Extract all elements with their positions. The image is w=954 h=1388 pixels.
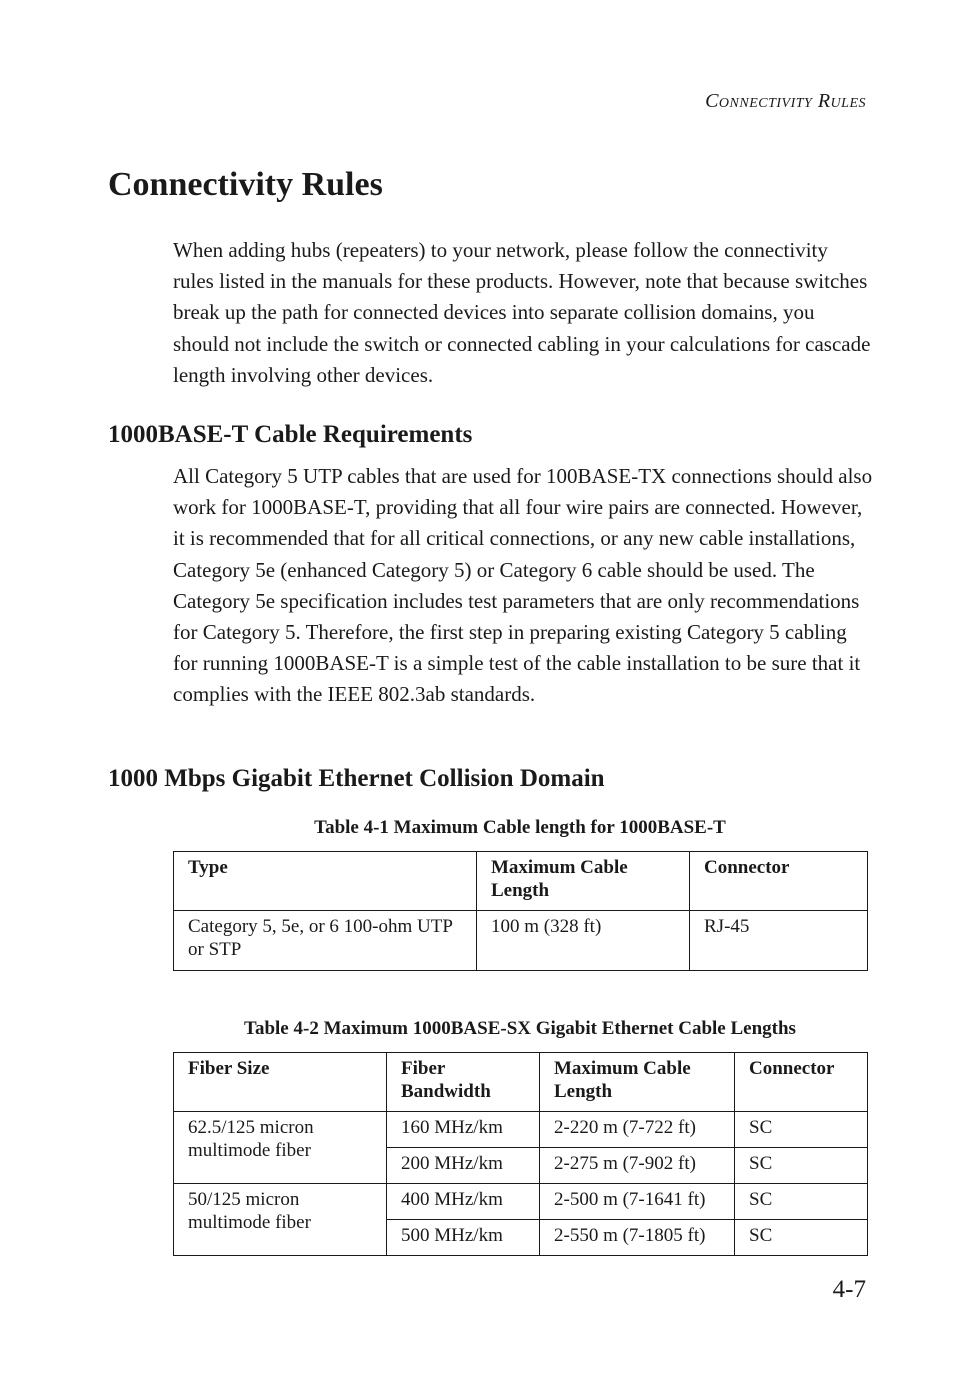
cell-max-length: 100 m (328 ft) [477,911,690,971]
table-row [174,1112,868,1148]
header-max-cable-length: Maximum Cable Length [540,1053,735,1112]
table2-caption: Table 4-2 Maximum 1000BASE-SX Gigabit Ethernet Cable Lengths [244,1018,796,1039]
cell-fiber-size: 62.5/125 micron multimode fiber [174,1112,387,1184]
cell-connector: SC [735,1112,868,1148]
cell-connector: RJ-45 [690,911,868,971]
cell-max-length: 2-550 m (7-1805 ft) [540,1220,735,1256]
cell-bandwidth: 160 MHz/km [387,1112,540,1148]
cell-connector: SC [735,1148,868,1184]
table-row [174,911,868,971]
header-connector: Connector [735,1053,868,1112]
table-1000base-sx [173,1052,868,1256]
header-connector: Connector [690,852,868,911]
header-max-cable-length: Maximum Cable Length [477,852,690,911]
cell-bandwidth: 200 MHz/km [387,1148,540,1184]
intro-paragraph: When adding hubs (repeaters) to your network, please follow the connectivity rules listed in the manuals for these products. However, note that because switches break up the path for connected devices into separate collision domains, you should not include the switch or connected cabling in your calculations for cascade length involving other devices. [173,238,871,387]
header-type: Type [174,852,477,911]
cell-bandwidth: 500 MHz/km [387,1220,540,1256]
header-fiber-size: Fiber Size [174,1053,387,1112]
cable-requirements-paragraph: All Category 5 UTP cables that are used for 100BASE-TX connections should also work for 1000BASE-T, providing that all four wire pairs are connected. However, it is recommended that for all critical connections, or any new cable installations, Category 5e (enhanced Category 5) or Category 6 cable should be used. The Category 5e specification includes test parameters that are only recommendations for Category 5. Therefore, the first step in preparing existing Category 5 cabling for running 1000BASE-T is a simple test of the cable installation to be sure that it complies with the IEEE 802.3ab standards. [173,464,873,707]
cell-max-length: 2-500 m (7-1641 ft) [540,1184,735,1220]
table-1000base-t [173,851,868,971]
table-header-row [174,852,868,911]
page-title: Connectivity Rules [108,166,383,203]
running-head: Connectivity Rules [705,90,866,112]
table-row [174,1184,868,1220]
cell-type: Category 5, 5e, or 6 100-ohm UTP or STP [174,911,477,971]
table-header-row [174,1053,868,1112]
section-heading-cable-requirements: 1000BASE-T Cable Requirements [108,421,473,448]
cell-connector: SC [735,1184,868,1220]
cell-bandwidth: 400 MHz/km [387,1184,540,1220]
page-number: 4-7 [832,1276,866,1303]
cell-fiber-size: 50/125 micron multimode fiber [174,1184,387,1256]
header-fiber-bandwidth: Fiber Bandwidth [387,1053,540,1112]
cell-max-length: 2-220 m (7-722 ft) [540,1112,735,1148]
section-heading-collision-domain: 1000 Mbps Gigabit Ethernet Collision Domain [108,765,605,792]
cell-max-length: 2-275 m (7-902 ft) [540,1148,735,1184]
cell-connector: SC [735,1220,868,1256]
table1-caption: Table 4-1 Maximum Cable length for 1000BASE-T [314,817,726,838]
